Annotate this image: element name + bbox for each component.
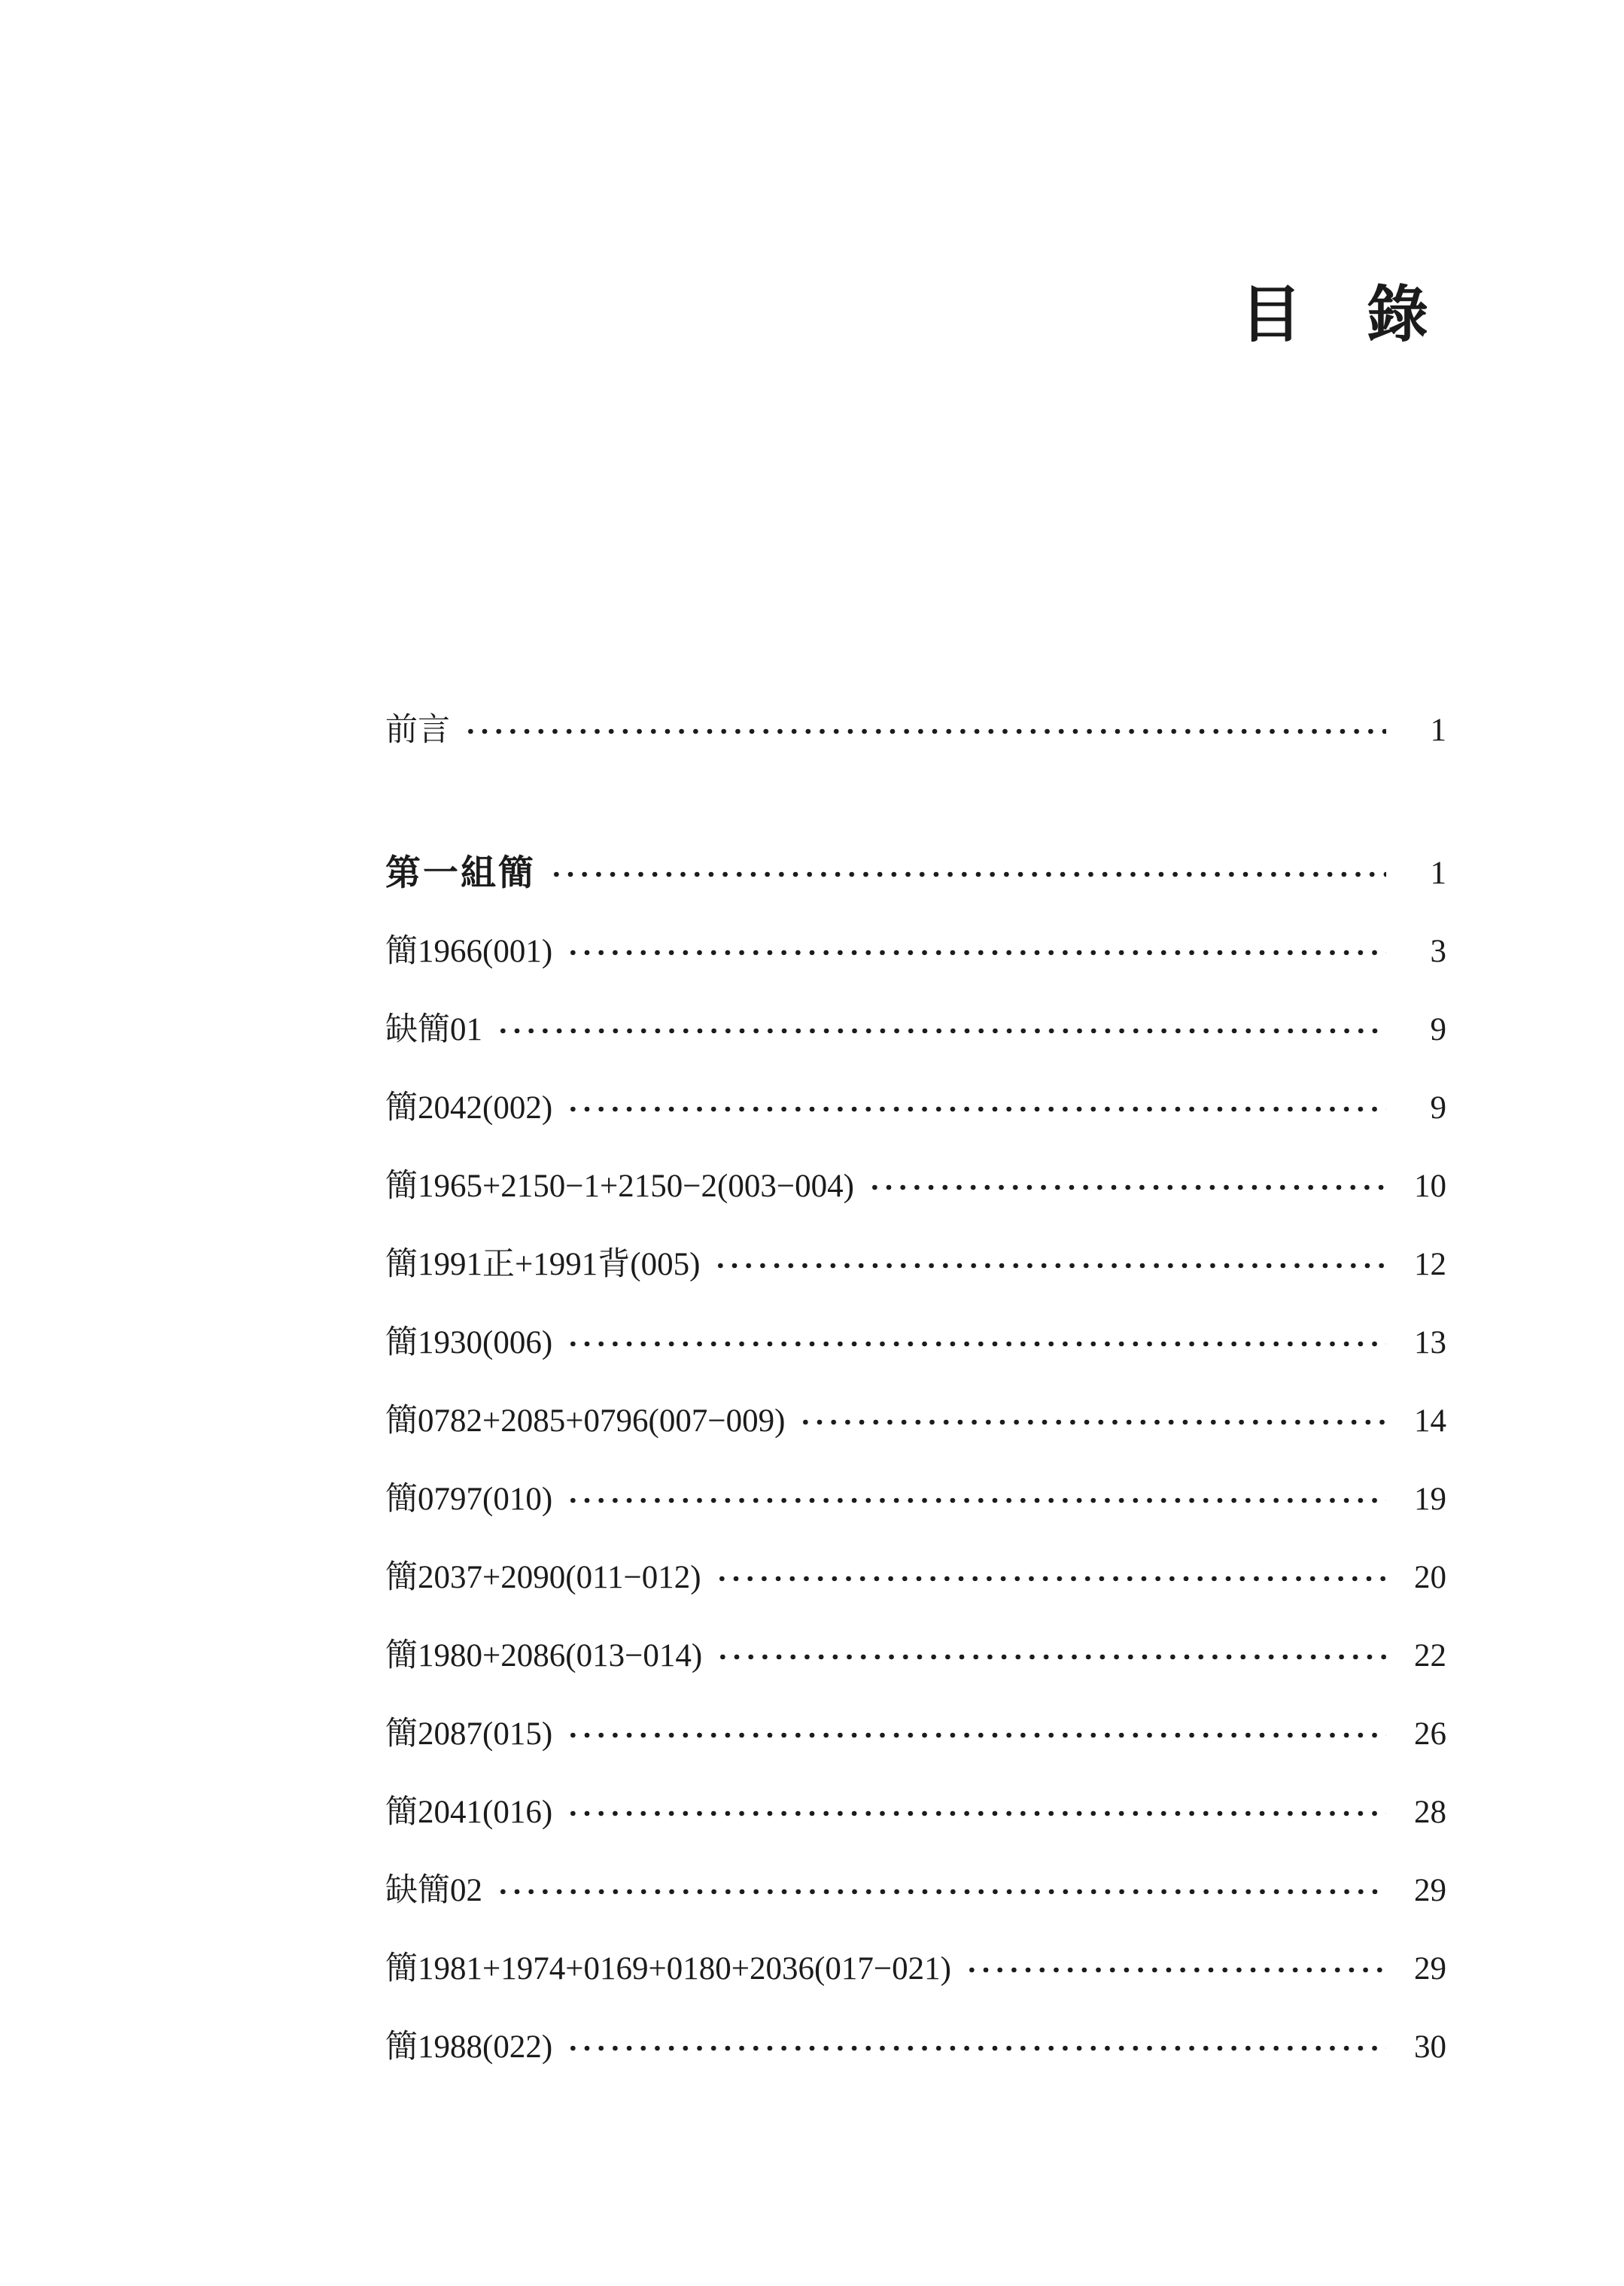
dotted-leader — [798, 1414, 1386, 1430]
toc-entry — [385, 691, 1446, 769]
toc-entry-label: 簡2041(016) — [385, 1794, 553, 1830]
dotted-leader — [566, 1101, 1386, 1117]
dotted-leader — [496, 1883, 1386, 1900]
toc-entry-label: 簡1991正+1991背(005) — [385, 1246, 701, 1282]
dotted-leader — [549, 866, 1386, 883]
toc-entry — [385, 1616, 1446, 1695]
toc-page-number: 9 — [1430, 1090, 1446, 1126]
toc-entry-label: 簡1980+2086(013−014) — [385, 1637, 703, 1673]
toc-entry — [385, 912, 1446, 990]
toc-entry — [385, 1303, 1446, 1382]
dotted-leader — [566, 1727, 1386, 1743]
toc-entry-label: 缺簡02 — [385, 1872, 482, 1908]
dotted-leader — [868, 1179, 1386, 1196]
toc-entry-label: 第一組簡 — [385, 852, 536, 894]
toc-entry-label: 簡0782+2085+0796(007−009) — [385, 1403, 786, 1439]
dotted-leader — [566, 1336, 1386, 1352]
toc-entry-label: 簡1981+1974+0169+0180+2036(017−021) — [385, 1950, 951, 1987]
toc-page-number: 3 — [1430, 933, 1446, 969]
toc-page-number: 10 — [1414, 1168, 1446, 1204]
toc-entry-label: 缺簡01 — [385, 1011, 482, 1047]
toc-page-number: 20 — [1414, 1559, 1446, 1595]
dotted-leader — [965, 1962, 1386, 1978]
dotted-leader — [566, 1492, 1386, 1509]
dotted-leader — [716, 1649, 1386, 1665]
toc-page-number: 19 — [1414, 1481, 1446, 1517]
toc-page-number: 26 — [1414, 1716, 1446, 1752]
toc-list — [385, 691, 1446, 2086]
toc-entry — [385, 2008, 1446, 2086]
toc-entry-label: 簡2042(002) — [385, 1090, 553, 1126]
dotted-leader — [715, 1570, 1386, 1587]
dotted-leader — [566, 944, 1386, 961]
toc-page-number: 14 — [1414, 1403, 1446, 1439]
toc-entry — [385, 1538, 1446, 1616]
toc-page-number: 30 — [1414, 2029, 1446, 2065]
toc-page-number: 28 — [1414, 1794, 1446, 1830]
dotted-leader — [464, 723, 1386, 740]
toc-entry — [385, 1929, 1446, 2008]
toc-entry-label: 簡2037+2090(011−012) — [385, 1559, 701, 1595]
toc-entry-label: 簡2087(015) — [385, 1716, 553, 1752]
toc-page-number: 1 — [1430, 855, 1446, 891]
dotted-leader — [566, 1805, 1386, 1822]
toc-entry-label: 簡1965+2150−1+2150−2(003−004) — [385, 1168, 854, 1204]
toc-entry — [385, 1225, 1446, 1303]
toc-page-number: 22 — [1414, 1637, 1446, 1673]
toc-page-number: 29 — [1414, 1872, 1446, 1908]
toc-entry-label: 前言 — [385, 712, 450, 748]
toc-entry — [385, 1069, 1446, 1147]
toc-entry-label: 簡1966(001) — [385, 933, 553, 969]
dotted-leader — [713, 1257, 1386, 1274]
toc-page-number: 12 — [1414, 1246, 1446, 1282]
toc-entry — [385, 1460, 1446, 1538]
toc-entry — [385, 1147, 1446, 1225]
dotted-leader — [496, 1023, 1386, 1039]
toc-entry — [385, 1382, 1446, 1460]
toc-entry — [385, 990, 1446, 1069]
toc-entry — [385, 1695, 1446, 1773]
toc-entry-label: 簡1930(006) — [385, 1324, 553, 1360]
toc-entry — [385, 1773, 1446, 1851]
toc-entry — [385, 834, 1446, 912]
toc-entry-label: 簡0797(010) — [385, 1481, 553, 1517]
dotted-leader — [566, 2040, 1386, 2056]
page-title: 目 錄 — [1239, 281, 1430, 349]
toc-entry-label: 簡1988(022) — [385, 2029, 553, 2065]
toc-page-number: 29 — [1414, 1950, 1446, 1987]
toc-page-number: 1 — [1430, 712, 1446, 748]
toc-entry — [385, 1851, 1446, 1929]
toc-page-number: 13 — [1414, 1324, 1446, 1360]
toc-page-number: 9 — [1430, 1011, 1446, 1047]
